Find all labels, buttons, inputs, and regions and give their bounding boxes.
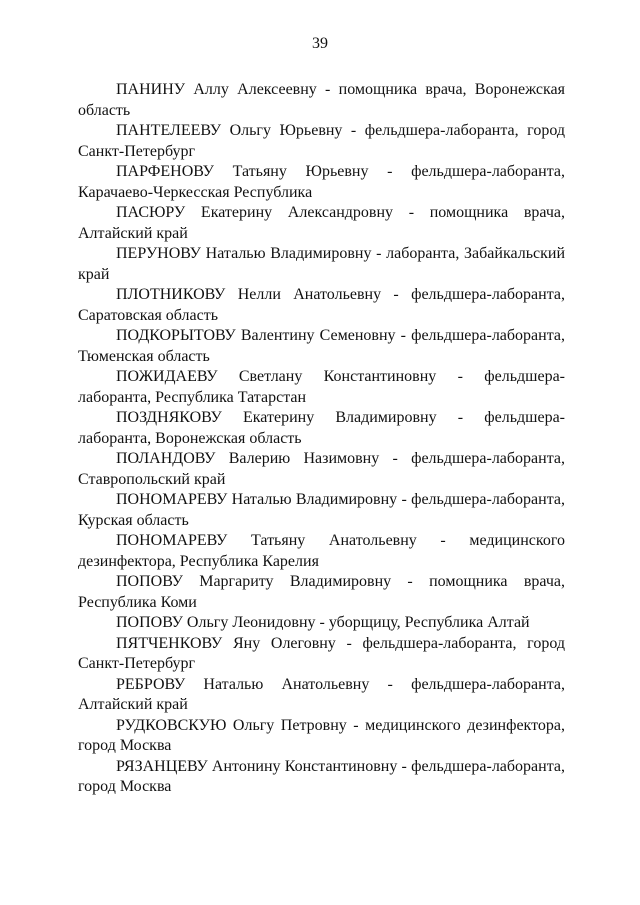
- list-item: ПАРФЕНОВУ Татьяну Юрьевну - фельдшера-лаборанта, Карачаево-Черкесская Республика: [78, 163, 565, 201]
- list-item: ПОЗДНЯКОВУ Екатерину Владимировну - фельдшера-лаборанта, Воронежская область: [78, 409, 565, 447]
- list-item: ПЕРУНОВУ Наталью Владимировну - лаборанта, Забайкальский край: [78, 245, 565, 283]
- list-item: ПОНОМАРЕВУ Наталью Владимировну - фельдшера-лаборанта, Курская область: [78, 491, 565, 529]
- list-item: РЕБРОВУ Наталью Анатольевну - фельдшера-лаборанта, Алтайский край: [78, 675, 565, 713]
- list-item: ПАНИНУ Аллу Алексеевну - помощника врача, Воронежская область: [78, 81, 565, 119]
- list-item: ПОДКОРЫТОВУ Валентину Семеновну - фельдшера-лаборанта, Тюменская область: [78, 327, 565, 365]
- list-item: ПЯТЧЕНКОВУ Яну Олеговну - фельдшера-лаборанта, город Санкт-Петербург: [78, 634, 565, 672]
- list-item: ПОЛАНДОВУ Валерию Назимовну - фельдшера-лаборанта, Ставропольский край: [78, 450, 565, 488]
- list-item: ПАСЮРУ Екатерину Александровну - помощника врача, Алтайский край: [78, 204, 565, 242]
- list-item: ПОЖИДАЕВУ Светлану Константиновну - фельдшера-лаборанта, Республика Татарстан: [78, 368, 565, 406]
- entry-list: [78, 80, 565, 798]
- list-item: РУДКОВСКУЮ Ольгу Петровну - медицинского дезинфектора, город Москва: [78, 716, 565, 754]
- list-item: ПОНОМАРЕВУ Татьяну Анатольевну - медицинского дезинфектора, Республика Карелия: [78, 532, 565, 570]
- list-item: ПОПОВУ Маргариту Владимировну - помощника врача, Республика Коми: [78, 573, 565, 611]
- list-item: РЯЗАНЦЕВУ Антонину Константиновну - фельдшера-лаборанта, город Москва: [78, 757, 565, 795]
- list-item: ПОПОВУ Ольгу Леонидовну - уборщицу, Республика Алтай: [116, 614, 530, 631]
- list-item: ПЛОТНИКОВУ Нелли Анатольевну - фельдшера-лаборанта, Саратовская область: [78, 286, 565, 324]
- page-number: 39: [312, 35, 328, 52]
- list-item: ПАНТЕЛЕЕВУ Ольгу Юрьевну - фельдшера-лаборанта, город Санкт-Петербург: [78, 122, 565, 160]
